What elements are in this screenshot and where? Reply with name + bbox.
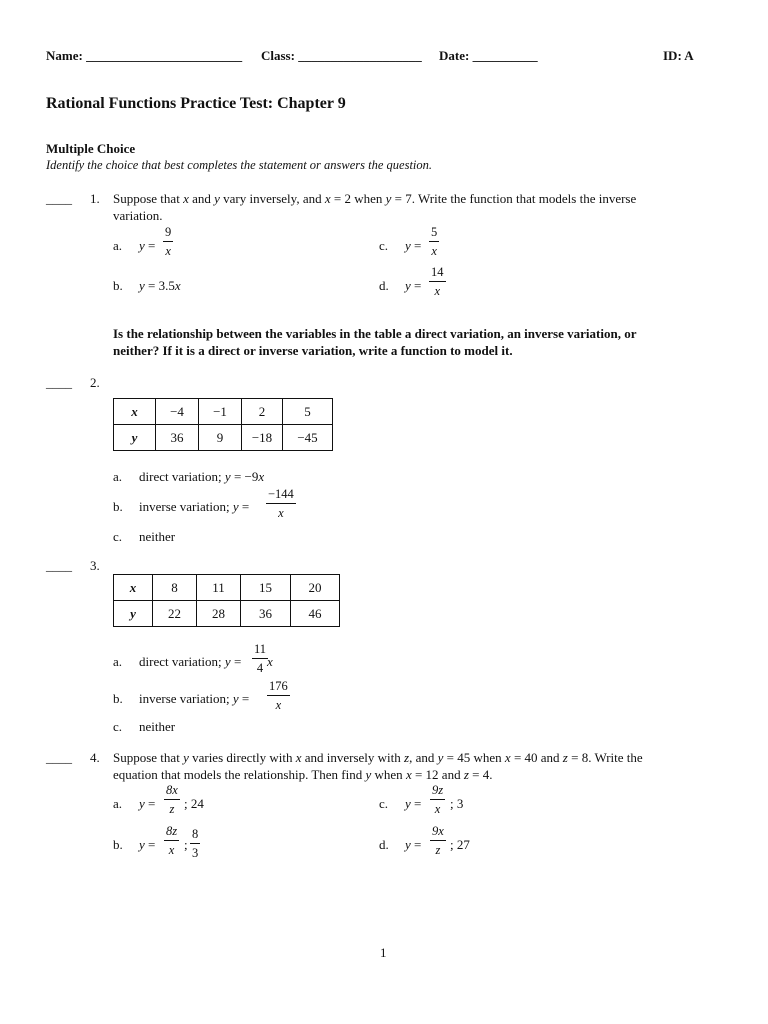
question-number: 4. <box>90 750 100 765</box>
choice-c-text: neither <box>139 719 176 734</box>
question-4-text <box>113 750 643 766</box>
q4-text-part: , and <box>409 750 438 765</box>
name-field-label: Name: ________________________ <box>46 48 243 63</box>
choice-letter-c: c. <box>379 238 389 253</box>
q1-text-part: Suppose that <box>113 191 184 206</box>
fraction-bar <box>190 843 200 844</box>
table-cell: 11 <box>197 575 241 601</box>
table-cell: 15 <box>241 575 291 601</box>
numerator: 8x <box>166 783 178 797</box>
fraction <box>430 784 445 815</box>
fraction-bar <box>163 241 173 242</box>
table-cell: 9 <box>199 425 242 451</box>
eq-lhs: y <box>139 278 145 293</box>
answer-blank: ____ <box>46 191 72 206</box>
q4-text-part: varies directly with <box>188 750 296 765</box>
denominator: x <box>275 697 282 712</box>
choice-letter-a: a. <box>113 796 123 811</box>
q4-var: y <box>437 750 444 765</box>
eq-sign: = <box>410 238 422 253</box>
q4-text-part: = 4. <box>468 767 493 782</box>
fraction-bar <box>429 241 439 242</box>
denominator: 4 <box>256 660 264 675</box>
numerator: 14 <box>431 265 444 279</box>
numerator: 11 <box>254 642 267 656</box>
choice-c-result: ; 3 <box>450 796 464 811</box>
question-number: 1. <box>90 191 100 206</box>
choice-c-text: neither <box>139 529 176 544</box>
q4-text-part: = 8. Write the <box>567 750 643 765</box>
choice-a-result: ; 24 <box>184 796 204 811</box>
choice-d-equation <box>405 837 421 853</box>
numerator: 9 <box>165 225 172 239</box>
denominator: x <box>165 243 171 258</box>
eq-sign: = <box>144 796 156 811</box>
choice-letter-c: c. <box>379 796 389 811</box>
eq-sign: = <box>238 691 250 706</box>
choice-label: direct variation; <box>139 654 225 669</box>
question-number: 2. <box>90 375 100 390</box>
choice-a-text <box>139 469 264 485</box>
denominator: z <box>169 801 175 816</box>
eq-lhs: y <box>232 691 239 706</box>
denominator: x <box>278 505 284 520</box>
choice-letter-b: b. <box>113 499 123 514</box>
numerator: 9x <box>432 824 444 838</box>
fraction <box>266 488 296 519</box>
table-cell: −4 <box>156 399 199 425</box>
q1-text-part: = 2 when <box>330 191 386 206</box>
numerator: 8 <box>192 827 199 841</box>
eq-var: x <box>267 654 273 669</box>
table-header-cell: y <box>114 601 153 627</box>
page-title: Rational Functions Practice Test: Chapter 9 <box>46 95 346 112</box>
numerator: 176 <box>269 679 288 693</box>
q1-var: x <box>183 191 189 206</box>
q4-var: z <box>562 750 568 765</box>
table-cell: 36 <box>241 601 291 627</box>
fraction-bar <box>164 799 180 800</box>
eq-lhs: y <box>224 469 231 484</box>
q3-values-table <box>113 574 340 627</box>
eq-rhs: = −9 <box>230 469 259 484</box>
choice-letter-c: c. <box>113 719 123 734</box>
table-cell: 28 <box>197 601 241 627</box>
fraction-bar <box>430 840 446 841</box>
table-header-cell: x <box>114 575 153 601</box>
choice-a-equation <box>139 796 155 812</box>
choice-label: inverse variation; <box>139 499 233 514</box>
choice-d-equation <box>405 278 421 294</box>
table-cell: 2 <box>242 399 283 425</box>
choice-b-equation <box>139 278 181 294</box>
eq-lhs: y <box>224 654 231 669</box>
section-instructions: Identify the choice that best completes the statement or answers the question. <box>46 158 433 172</box>
eq-sign: = <box>410 278 422 293</box>
table-cell: −1 <box>199 399 242 425</box>
table-header-cell: x <box>114 399 156 425</box>
choice-label: direct variation; <box>139 469 225 484</box>
q1-var: y <box>214 191 220 206</box>
choice-letter-b: b. <box>113 278 123 293</box>
q4-var: y <box>365 767 372 782</box>
question-1-text <box>113 191 636 207</box>
choice-c-equation <box>405 238 421 254</box>
q4-var: z <box>463 767 469 782</box>
class-field-label: Class: ___________________ <box>261 48 422 63</box>
denominator: x <box>168 842 175 857</box>
date-field-label: Date: __________ <box>439 48 538 63</box>
fraction-bar <box>267 695 290 696</box>
eq-lhs: y <box>405 238 411 253</box>
numerator: 5 <box>431 225 438 239</box>
q2-values-table <box>113 398 333 451</box>
denominator: x <box>434 801 441 816</box>
denominator: x <box>431 243 437 258</box>
answer-blank: ____ <box>46 375 72 390</box>
q4-var: x <box>504 750 511 765</box>
fraction <box>429 226 439 257</box>
fraction <box>252 643 268 674</box>
fraction-bar <box>429 281 446 282</box>
choice-b-separator: ; <box>184 837 188 852</box>
eq-sign: = <box>230 654 242 669</box>
choice-letter-d: d. <box>379 837 389 852</box>
eq-var: x <box>174 278 181 293</box>
q4-var: x <box>295 750 302 765</box>
q1-var: x <box>324 191 331 206</box>
table-cell: 36 <box>156 425 199 451</box>
q4-text-part: Suppose that <box>113 750 184 765</box>
denominator: z <box>435 842 441 857</box>
eq-sign: = <box>238 499 250 514</box>
table-cell: 8 <box>153 575 197 601</box>
numerator: −144 <box>268 487 294 501</box>
fraction <box>267 680 290 711</box>
fraction <box>429 266 446 297</box>
table-header-cell: y <box>114 425 156 451</box>
id-label: ID: A <box>663 48 694 63</box>
numerator: 9z <box>432 783 444 797</box>
q4-text-part: = 45 when <box>443 750 505 765</box>
q4-text-part: equation that models the relationship. Then find <box>113 767 366 782</box>
eq-lhs: y <box>139 796 145 811</box>
table-cell: −45 <box>283 425 333 451</box>
table-row <box>114 425 333 451</box>
q4-text-part: = 12 and <box>411 767 464 782</box>
eq-lhs: y <box>139 238 145 253</box>
choice-d-result: ; 27 <box>450 837 470 852</box>
table-cell: 46 <box>291 601 340 627</box>
choice-letter-b: b. <box>113 837 123 852</box>
q1-text-part: and <box>188 191 215 206</box>
question-1-text-line2: variation. <box>113 208 163 223</box>
fraction <box>430 825 446 856</box>
q1-text-part: vary inversely, and <box>219 191 325 206</box>
table-cell: 5 <box>283 399 333 425</box>
eq-sign: = <box>144 238 156 253</box>
eq-lhs: y <box>405 837 411 852</box>
q4-var: x <box>405 767 412 782</box>
directive-line-1: Is the relationship between the variables in the table a direct variation, an inverse variation, or <box>113 326 637 341</box>
eq-lhs: y <box>405 796 411 811</box>
directive-line-2: neither? If it is a direct or inverse variation, write a function to model it. <box>113 343 513 358</box>
section-heading: Multiple Choice <box>46 141 136 156</box>
question-number: 3. <box>90 558 100 573</box>
table-row <box>114 399 333 425</box>
denominator: 3 <box>192 845 199 860</box>
eq-sign: = <box>410 796 422 811</box>
fraction <box>164 784 180 815</box>
fraction-bar <box>252 658 268 659</box>
q4-var: y <box>183 750 189 765</box>
table-row <box>114 601 340 627</box>
eq-rhs: = 3.5 <box>144 278 175 293</box>
answer-blank: ____ <box>46 750 72 765</box>
choice-a-text <box>139 654 241 670</box>
choice-c-equation <box>405 796 421 812</box>
q1-text-part: = 7. Write the function that models the inverse <box>391 191 637 206</box>
choice-letter-a: a. <box>113 654 123 669</box>
fraction <box>163 226 173 257</box>
q4-text-part: when <box>371 767 406 782</box>
choice-letter-a: a. <box>113 238 123 253</box>
q4-text-part: = 40 and <box>510 750 563 765</box>
choice-a-equation <box>139 238 155 254</box>
q4-var: z <box>404 750 410 765</box>
fraction-bar <box>164 840 179 841</box>
eq-sign: = <box>144 837 156 852</box>
eq-lhs: y <box>405 278 411 293</box>
denominator: x <box>434 283 441 298</box>
page-number: 1 <box>380 945 387 960</box>
choice-letter-b: b. <box>113 691 123 706</box>
q1-var: y <box>385 191 392 206</box>
eq-var: x <box>258 469 265 484</box>
numerator: 8z <box>166 824 178 838</box>
answer-blank: ____ <box>46 558 72 573</box>
eq-lhs: y <box>139 837 145 852</box>
choice-b-text <box>139 691 249 707</box>
eq-sign: = <box>410 837 422 852</box>
table-row <box>114 575 340 601</box>
choice-letter-a: a. <box>113 469 123 484</box>
choice-letter-c: c. <box>113 529 123 544</box>
fraction-bar <box>430 799 445 800</box>
choice-label: inverse variation; <box>139 691 233 706</box>
choice-b-equation <box>139 837 155 853</box>
q4-text-part: and inversely with <box>301 750 405 765</box>
table-cell: −18 <box>242 425 283 451</box>
fraction <box>190 828 200 859</box>
question-4-text-line2 <box>113 767 492 783</box>
table-cell: 22 <box>153 601 197 627</box>
eq-lhs: y <box>232 499 239 514</box>
choice-b-text <box>139 499 249 515</box>
fraction <box>164 825 179 856</box>
table-cell: 20 <box>291 575 340 601</box>
choice-letter-d: d. <box>379 278 389 293</box>
fraction-bar <box>266 503 296 504</box>
